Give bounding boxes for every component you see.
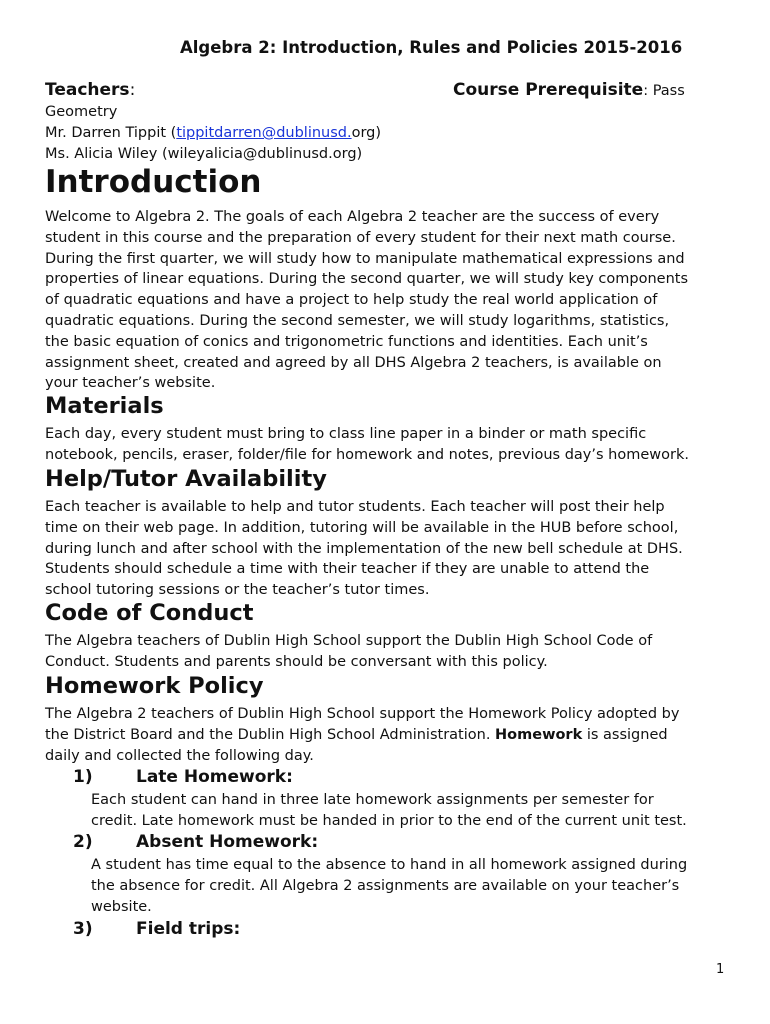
prerequisite-value: Pass [652,83,685,99]
prerequisite-continuation: Geometry [45,104,118,120]
introduction-paragraph [45,207,735,394]
teacher-1-email-suffix: org) [351,125,382,141]
materials-paragraph [45,424,735,466]
prerequisite-label: Course Prerequisite [453,80,644,100]
introduction-line: During the first quarter, we will study how to manipulate mathematical expressions and [45,250,685,267]
introduction-line: your teacher’s website. [45,375,216,392]
list-item-field-trips [73,919,240,939]
absent-homework-line: the absence for credit. All Algebra 2 assignments are available on your teacher’s [91,877,680,894]
homework-line-text: is assigned [582,726,668,743]
help-line: school tutoring sessions or the teacher’s tutor times. [45,582,430,599]
teacher-1-name: Mr. Darren Tippit ( [45,125,177,141]
prerequisite-colon: : [643,83,653,99]
late-homework-line: Each student can hand in three late homework assignments per semester for [91,792,654,808]
homework-line: The Algebra 2 teachers of Dublin High School support the Homework Policy adopted by [45,706,680,722]
materials-heading: Materials [45,393,164,419]
list-number: 3) [73,919,93,939]
late-homework-text [91,790,687,832]
introduction-line: student in this course and the preparation of every student for their next math course. [45,229,676,246]
list-number: 1) [73,767,93,787]
late-homework-line: credit. Late homework must be handed in prior to the end of the current unit test. [91,812,687,829]
absent-homework-line: website. [91,898,152,915]
teachers-label: Teachers [45,80,130,100]
list-item-late-homework [73,767,293,787]
materials-line: notebook, pencils, eraser, folder/file for homework and notes, previous day’s homework. [45,446,689,463]
help-line: time on their web page. In addition, tutoring will be available in the HUB before school, [45,519,679,536]
materials-line: Each day, every student must bring to class line paper in a binder or math specific [45,426,647,442]
teacher-1 [45,125,381,141]
list-title: Absent Homework: [136,832,319,852]
homework-line [45,725,735,746]
code-of-conduct-heading: Code of Conduct [45,600,254,626]
absent-homework-line: A student has time equal to the absence to hand in all homework assigned during [91,857,688,873]
list-number: 2) [73,832,93,852]
list-title: Field trips: [136,919,241,939]
homework-policy-heading: Homework Policy [45,673,264,699]
list-item-absent-homework [73,832,318,852]
introduction-line: the basic equation of conics and trigonometric functions and identities. Each unit’s [45,333,648,350]
teacher-2: Ms. Alicia Wiley (wileyalicia@dublinusd.org) [45,146,363,162]
homework-policy-paragraph [45,704,735,766]
conduct-line: The Algebra teachers of Dublin High School support the Dublin High School Code of [45,633,653,649]
introduction-line: properties of linear equations. During the second quarter, we will study key components [45,271,689,288]
homework-line: daily and collected the following day. [45,747,314,764]
list-title: Late Homework: [136,767,293,787]
introduction-line: of quadratic equations and have a project to help study the real world application of [45,292,658,309]
teachers-heading [45,80,135,100]
introduction-heading: Introduction [45,164,262,200]
course-prerequisite [453,80,685,100]
absent-homework-text [91,855,687,917]
help-line: Each teacher is available to help and tutor students. Each teacher will post their help [45,499,665,515]
introduction-line: assignment sheet, created and agreed by all DHS Algebra 2 teachers, is available on [45,354,662,371]
homework-bold-word: Homework [495,726,583,743]
document-title: Algebra 2: Introduction, Rules and Policies 2015-2016 [180,38,683,57]
help-tutor-heading: Help/Tutor Availability [45,466,327,492]
introduction-line: Welcome to Algebra 2. The goals of each Algebra 2 teacher are the success of every [45,209,660,225]
introduction-line: quadratic equations. During the second semester, we will study logarithms, statistics, [45,312,670,329]
conduct-line: Conduct. Students and parents should be conversant with this policy. [45,653,548,670]
help-tutor-paragraph [45,497,735,601]
help-line: Students should schedule a time with their teacher if they are unable to attend the [45,561,650,578]
homework-line-text: the District Board and the Dublin High School Administration. [45,726,496,743]
code-of-conduct-paragraph [45,631,735,673]
teachers-colon: : [129,80,136,100]
help-line: during lunch and after school with the implementation of the new bell schedule at DHS. [45,540,683,557]
page-number: 1 [716,962,725,977]
teacher-1-email-link[interactable]: tippitdarren@dublinusd. [176,125,352,141]
